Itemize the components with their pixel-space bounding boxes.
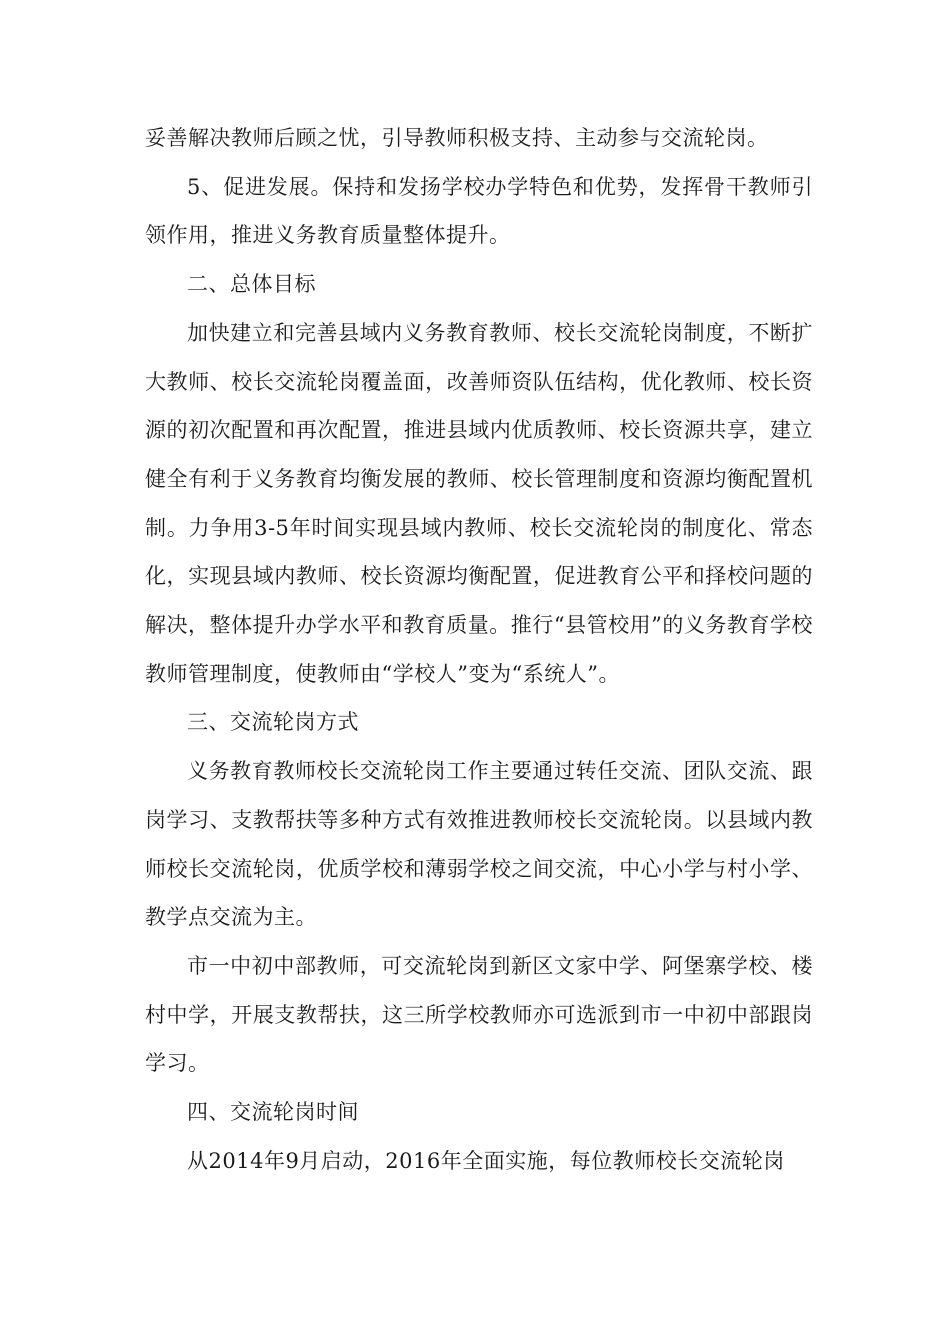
paragraph-overall-goal: 加快建立和完善县域内义务教育教师、校长交流轮岗制度，不断扩大教师、校长交流轮岗覆盖面，改善师资队伍结构，优化教师、校长资源的初次配置和再次配置，推进县域内优质教师、校长资源共享，建立健全有利于义务教育均衡发展的教师、校长管理制度和资源均衡配置机制。力争用3-5年时间实现县域内教师、校长交流轮岗的制度化、常态化，实现县域内教师、校长资源均衡配置，促进教育公平和择校问题的解决，整体提升办学水平和教育质量。推行“县管校用”的义务教育学校教师管理制度，使教师由“学校人”变为“系统人”。 (145, 320, 813, 686)
paragraph-item-5: 5、促进发展。保持和发扬学校办学特色和优势，发挥骨干教师引领作用，推进义务教育质量整体提升。 (145, 174, 813, 248)
paragraph-continuation: 妥善解决教师后顾之忧，引导教师积极支持、主动参与交流轮岗。 (145, 126, 769, 150)
section-heading-rotation-time: 四、交流轮岗时间 (187, 1100, 359, 1125)
document-body (145, 114, 813, 1185)
paragraph-rotation-time: 从2014年9月启动，2016年全面实施，每位教师校长交流轮岗 (187, 1148, 785, 1173)
section-heading-rotation-method: 三、交流轮岗方式 (187, 710, 359, 735)
paragraph-rotation-method: 义务教育教师校长交流轮岗工作主要通过转任交流、团队交流、跟岗学习、支教帮扶等多种方式有效推进教师校长交流轮岗。以县域内教师校长交流轮岗，优质学校和薄弱学校之间交流，中心小学与村小学、教学点交流为主。 (145, 759, 813, 930)
section-heading-overall-goal: 二、总体目标 (187, 272, 316, 297)
paragraph-rotation-schools: 市一中初中部教师，可交流轮岗到新区文家中学、阿堡寨学校、楼村中学，开展支教帮扶，这三所学校教师亦可选派到市一中初中部跟岗学习。 (145, 953, 813, 1076)
